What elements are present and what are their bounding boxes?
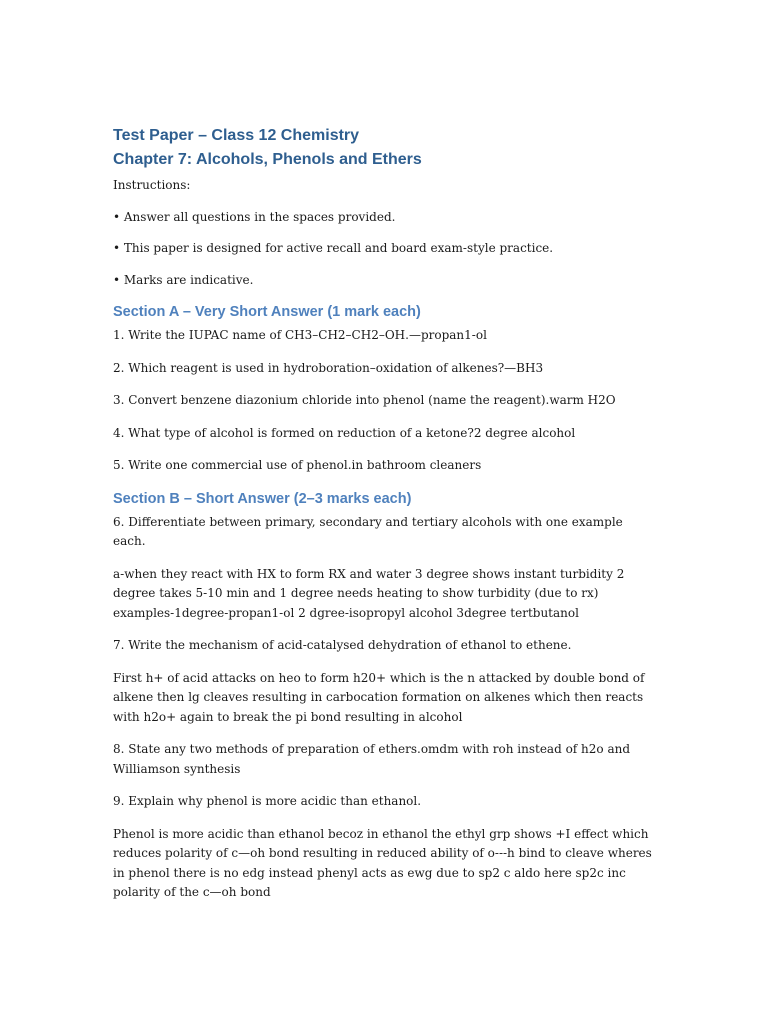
- instruction-item: • Answer all questions in the spaces provided.: [113, 209, 396, 224]
- section-b-heading: Section B – Short Answer (2–3 marks each): [113, 490, 412, 507]
- question-item: 9. Explain why phenol is more acidic than ethanol.: [113, 794, 422, 808]
- answer-paragraph: First h+ of acid attacks on heo to form h20+ which is the n attacked by double bond of alkene then lg cleaves resulting in carbocation formation on alkenes which then reacts with h2o+ again to break the pi bond resulting in alcohol: [113, 670, 645, 724]
- instructions-label: Instructions:: [113, 178, 191, 192]
- chapter-title: Chapter 7: Alcohols, Phenols and Ethers: [113, 151, 422, 168]
- document-content: [113, 124, 658, 916]
- question-item: 5. Write one commercial use of phenol.in bathroom cleaners: [113, 458, 482, 472]
- question-item: 7. Write the mechanism of acid-catalysed dehydration of ethanol to ethene.: [113, 638, 572, 652]
- question-item: 3. Convert benzene diazonium chloride into phenol (name the reagent).warm H2O: [113, 393, 616, 407]
- paper-title: Test Paper – Class 12 Chemistry: [113, 127, 360, 144]
- question-item: 6. Differentiate between primary, secondary and tertiary alcohols with one example each.: [113, 514, 623, 548]
- answer-paragraph: Phenol is more acidic than ethanol becoz in ethanol the ethyl grp shows +I effect which reduces polarity of c—oh bond resulting in reduced ability of o---h bind to cleave wheres in phenol there is no edg instead phenyl acts as ewg due to sp2 c aldo here sp2c inc polarity of the c—oh bond: [113, 826, 652, 899]
- question-item: 4. What type of alcohol is formed on reduction of a ketone?2 degree alcohol: [113, 425, 576, 440]
- answer-paragraph: a-when they react with HX to form RX and water 3 degree shows instant turbidity 2 degree takes 5-10 min and 1 degree needs heating to show turbidity (due to rx) examples-1degree-propan1-ol 2 dgree-isopropyl alcohol 3degree tertbutanol: [113, 566, 625, 620]
- question-item: 8. State any two methods of preparation of ethers.omdm with roh instead of h2o and Williamson synthesis: [113, 742, 631, 776]
- instruction-item: • This paper is designed for active recall and board exam-style practice.: [113, 241, 554, 255]
- instruction-item: • Marks are indicative.: [113, 272, 254, 287]
- question-item: 1. Write the IUPAC name of CH3–CH2–CH2–OH.—propan1-ol: [113, 328, 487, 342]
- question-item: 2. Which reagent is used in hydroboration–oxidation of alkenes?—BH3: [113, 360, 544, 375]
- section-a-heading: Section A – Very Short Answer (1 mark each): [113, 304, 421, 320]
